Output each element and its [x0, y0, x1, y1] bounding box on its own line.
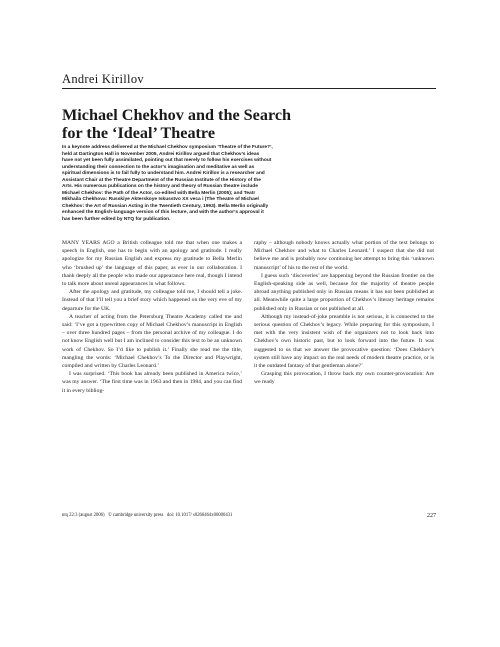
- body-paragraph: I guess such ‘discoveries’ are happening beyond the Russian frontier on the English-speaking side as well, because for the majority of theatre people abroad anything published only in Russian means it has not been published at all. Meanwhile quite a large proportion of Chekhov’s literary heritage remains published only in Russian or not published at all.: [254, 272, 434, 312]
- abstract-line: Mikhaila Chekhova: Russkiye Akterskoye Iskusstvo XX veca i (The Theatre of Michael: [62, 197, 259, 202]
- abstract-line: Chekhov: the Art of Russian Acting in the Twentieth Century, 1993). Bella Merlin originally: [62, 203, 269, 209]
- author-name: Andrei Kirillov: [62, 72, 144, 86]
- body-paragraph: Grasping this provocation, I throw back my own counter-provocation: Are we ready: [254, 371, 434, 386]
- article-title: [62, 106, 436, 142]
- body-paragraph: After the apology and gratitude, my colleague told me, I should tell a joke. Instead of that I’ll tell you a brief story which happened on the very eve of my departure for the UK.: [62, 289, 242, 312]
- page-number: 227: [427, 513, 436, 519]
- abstract: [62, 145, 434, 223]
- abstract-line: In a keynote address delivered at the Michael Chekhov symposium ‘Theatre of the Future?’,: [62, 145, 273, 150]
- body-column-left: [62, 239, 242, 395]
- footer-journal: ntq 22:3 (august 2006): [62, 513, 105, 518]
- header-rule: [62, 88, 436, 89]
- body-paragraph: raphy – although nobody knows actually what portion of the text belongs to Michael Chekhov and what to Charles Leonard.’ I suspect that she did not believe me and is probably now continuing her attempt to bring this ‘unknown manuscript’ of his to the rest of the world.: [254, 240, 434, 271]
- footer-doi: doi: 10.1017/ s0266464x06000431: [166, 513, 233, 518]
- body-paragraph: Although my instead-of-joke preamble is not serious, it is connected to the serious question of Chekhov’s legacy. While preparing for this symposium, I met with the very insistent wish of the organizers not to look back into Chekhov’s own historic past, but to look forward into the future. It was suggested to us that we answer the provocative question: ‘Does Chekhov’s system still have any impact on the real needs of modern theatre practice, or is it the outdated fantasy of that gentleman alone?’: [254, 313, 434, 370]
- abstract-line: Arts. His numerous publications on the history and theory of Russian theatre include: [62, 184, 258, 189]
- abstract-line: enhanced the English-language version of this lecture, and with the author’s approval it: [62, 210, 264, 215]
- body-paragraph: I was surprised. ‘This book has already been published in America twice,’ was my answer. ‘The first time was in 1963 and then in 1984, and you can find it in every bibliog-: [62, 371, 242, 394]
- abstract-line: spiritual dimensions is to fail fully to understand him. Andrei Kirillov is a researcher and: [62, 171, 265, 176]
- footer-copyright: © cambridge university press: [108, 513, 164, 518]
- page-footer: [62, 513, 436, 519]
- abstract-line: has been further edited by NTQ for publication.: [62, 216, 171, 222]
- body-paragraph: MANY YEARS AGO a British colleague told me that when one makes a speech in English, one has to begin with an apology and gratitude. I really apologize for my Russian English and express my gratitude to Bella Merlin who ‘brushed up’ the language of this paper, as ever in our collaboration. I thank deeply all the people who made our appearance here real, though I intend to talk more about unreal appearances in what follows.: [62, 240, 242, 288]
- body-column-right: [254, 239, 434, 387]
- abstract-line: understanding their connection to the actor’s imagination and meditative as well as: [62, 164, 255, 170]
- title-line-1: Michael Chekhov and the Search: [62, 106, 292, 124]
- abstract-line: held at Dartington Hall in November 2005, Andrei Kirillov argued that Chekhov’s ideas: [62, 151, 260, 157]
- abstract-line: have not yet been fully assimilated, pointing out that merely to follow his exercises without: [62, 158, 272, 163]
- title-line-2: for the ‘Ideal’ Theatre: [62, 124, 216, 142]
- abstract-line: Assistant Chair at the Theatre Department of the Russian Institute of the History of the: [62, 177, 261, 183]
- body-paragraph: A teacher of acting from the Petersburg Theatre Academy called me and said: ‘I’ve got a typewritten copy of Michael Chekhov’s manuscript in English – over three hundred pages – from the personal archive of my colleague. I do not know English well but I am inclined to consider this text to be an unknown work of Chekhov. So I’d like to publish it.’ Finally she read me the title, mangling the words: ‘Michael Chekhov’s To the Director and Playwright, compiled and written by Charles Leonard.’: [62, 313, 242, 370]
- abstract-line: Michael Chekhov: the Path of the Actor, co-edited with Bella Merlin (2005); and Teatr: [62, 190, 256, 196]
